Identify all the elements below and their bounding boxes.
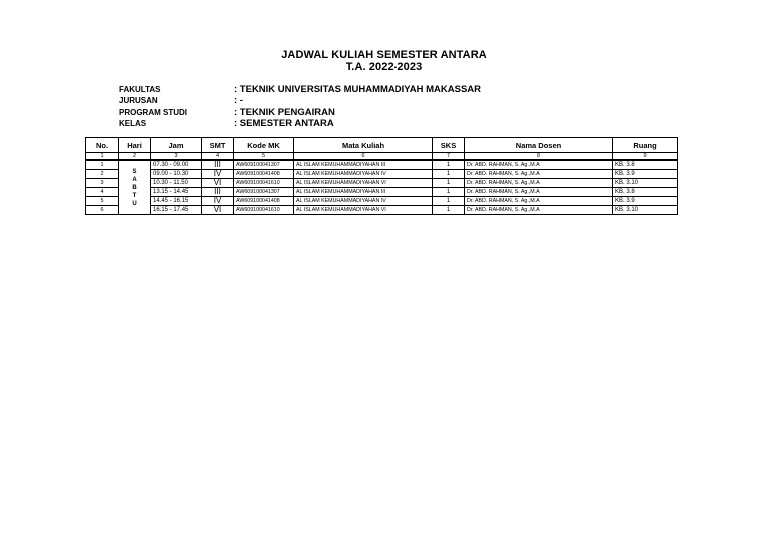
cell-smt: III [202,160,234,170]
cell-ruang: KB. 3.10 [613,206,678,215]
cell-mata-kuliah: AL ISLAM KEMUHAMMADIYAHAN VI [294,206,433,215]
cell-nama-dosen: Dr. ABD. RAHMAN, S. Ag.,M.A [465,179,613,188]
cell-mata-kuliah: AL ISLAM KEMUHAMMADIYAHAN IV [294,170,433,179]
cell-ruang: KB. 3.10 [613,179,678,188]
cell-nama-dosen: Dr. ABD. RAHMAN, S. Ag.,M.A [465,160,613,170]
column-header-ruang: Ruang [613,138,678,153]
column-number: 7 [433,153,465,161]
column-number: 3 [151,153,202,161]
info-value: : SEMESTER ANTARA [234,117,334,129]
column-header-mata-kuliah: Mata Kuliah [294,138,433,153]
column-header-sks: SKS [433,138,465,153]
day-letter: T [132,192,137,199]
cell-ruang: KB. 3.9 [613,197,678,206]
cell-kode-mk: AW609100041307 [234,160,294,170]
day-letter: B [132,184,137,191]
table-row [86,197,678,206]
table-row [86,206,678,215]
cell-no: 4 [86,188,119,197]
cell-ruang: KB. 3.8 [613,160,678,170]
column-header-hari: Hari [119,138,151,153]
cell-mata-kuliah: AL ISLAM KEMUHAMMADIYAHAN VI [294,179,433,188]
cell-smt: IV [202,170,234,179]
table-row [86,170,678,179]
cell-nama-dosen: Dr. ABD. RAHMAN, S. Ag.,M.A [465,170,613,179]
column-number: 8 [465,153,613,161]
info-label: JURUSAN [119,96,158,106]
cell-no: 5 [86,197,119,206]
cell-smt: III [202,188,234,197]
cell-ruang: KB. 3.8 [613,188,678,197]
schedule-table [85,137,678,215]
cell-kode-mk: AW609100041307 [234,188,294,197]
cell-kode-mk: AW609100041408 [234,197,294,206]
cell-jam: 10.30 - 11.50 [151,179,202,188]
cell-hari-sabtu [119,160,151,215]
cell-mata-kuliah: AL ISLAM KEMUHAMMADIYAHAN IV [294,197,433,206]
column-number: 2 [119,153,151,161]
column-number: 9 [613,153,678,161]
column-number-row [86,153,678,161]
column-header-no: No. [86,138,119,153]
info-label: FAKULTAS [119,85,161,94]
cell-no: 2 [86,170,119,179]
info-value: : - [234,95,243,107]
cell-jam: 13.15 - 14.45 [151,188,202,197]
column-number: 6 [294,153,433,161]
cell-no: 3 [86,179,119,188]
table-header-row [86,138,678,153]
document-title: JADWAL KULIAH SEMESTER ANTARA [281,49,487,61]
table-row [86,160,678,170]
table-row [86,179,678,188]
cell-jam: 16.15 - 17.45 [151,206,202,215]
cell-no: 1 [86,160,119,170]
column-header-kode-mk: Kode MK [234,138,294,153]
info-label: PROGRAM STUDI [119,107,187,117]
table-row [86,188,678,197]
info-value: : TEKNIK PENGAIRAN [234,106,335,118]
cell-kode-mk: AW609100041610 [234,206,294,215]
column-number: 5 [234,153,294,161]
cell-nama-dosen: Dr. ABD. RAHMAN, S. Ag.,M.A [465,197,613,206]
column-header-jam: Jam [151,138,202,153]
cell-mata-kuliah: AL ISLAM KEMUHAMMADIYAHAN III [294,188,433,197]
day-letter: U [132,200,137,207]
academic-year: T.A. 2022-2023 [345,61,423,73]
info-value: : TEKNIK UNIVERSITAS MUHAMMADIYAH MAKASSAR [234,84,482,95]
cell-smt: VI [202,206,234,215]
cell-smt: IV [202,197,234,206]
column-number: 4 [202,153,234,161]
column-header-nama-dosen: Nama Dosen [465,138,613,153]
cell-sks: 1 [433,170,465,179]
cell-kode-mk: AW609100041408 [234,170,294,179]
cell-nama-dosen: Dr. ABD. RAHMAN, S. Ag.,M.A [465,188,613,197]
cell-sks: 1 [433,197,465,206]
cell-sks: 1 [433,160,465,170]
cell-kode-mk: AW609100041610 [234,179,294,188]
column-header-smt: SMT [202,138,234,153]
cell-mata-kuliah: AL ISLAM KEMUHAMMADIYAHAN III [294,160,433,170]
column-number: 1 [86,153,119,161]
cell-jam: 09.00 - 10.30 [151,170,202,179]
day-letter: S [132,168,137,175]
day-letter: A [132,176,137,183]
cell-no: 6 [86,206,119,215]
cell-ruang: KB. 3.9 [613,170,678,179]
cell-nama-dosen: Dr. ABD. RAHMAN, S. Ag.,M.A [465,206,613,215]
cell-sks: 1 [433,179,465,188]
cell-jam: 14.45 - 16.15 [151,197,202,206]
cell-sks: 1 [433,188,465,197]
info-label: KELAS [119,118,147,128]
cell-jam: 07.30 - 09.00 [151,160,202,170]
cell-sks: 1 [433,206,465,215]
cell-smt: VI [202,179,234,188]
